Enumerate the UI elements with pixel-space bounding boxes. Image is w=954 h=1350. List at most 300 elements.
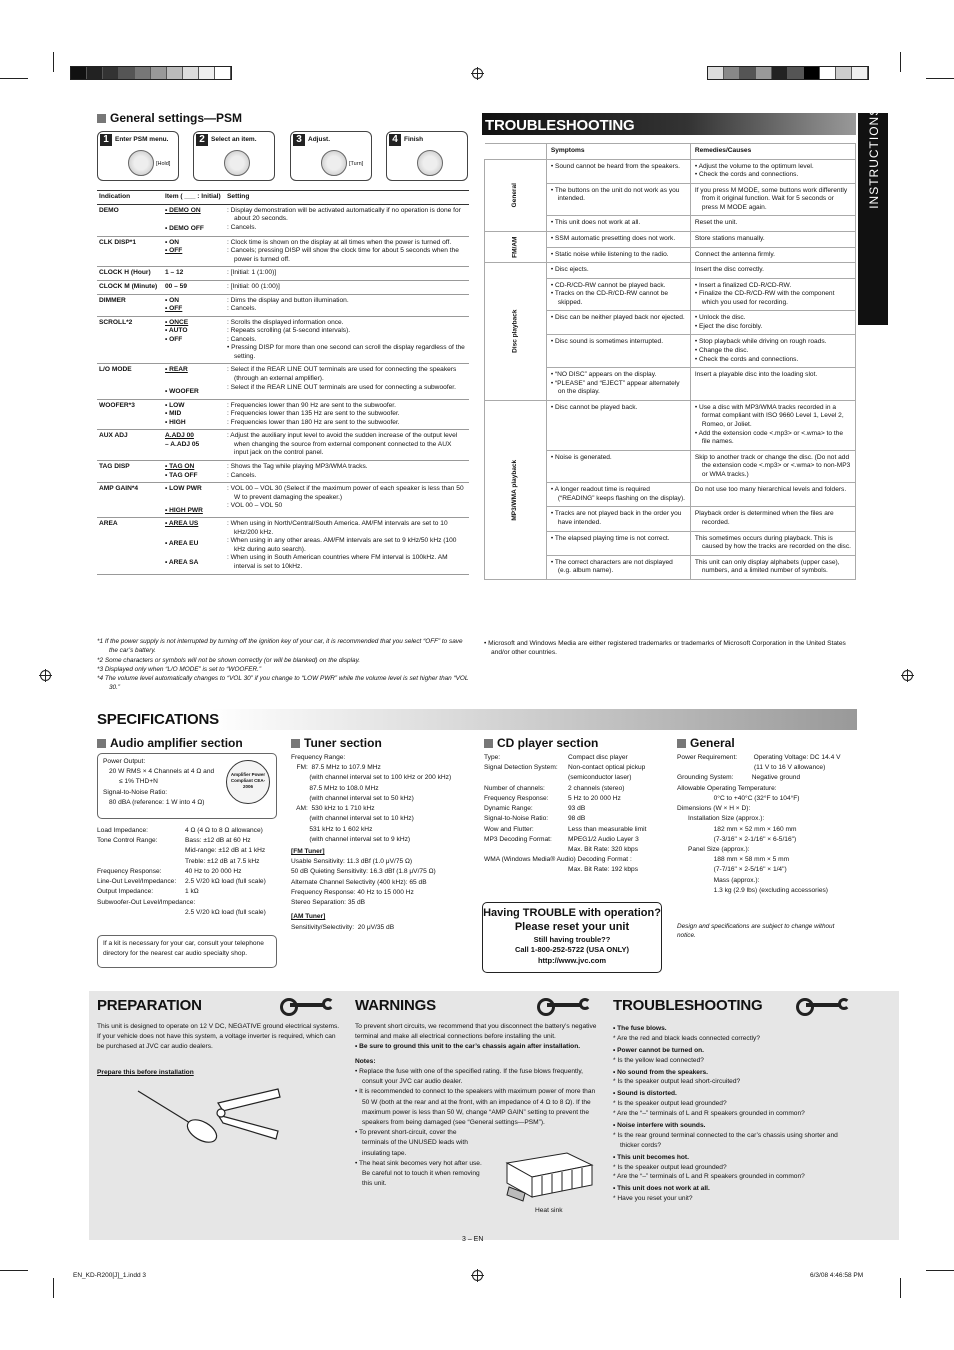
trouble2-problem: • Power cannot be turned on. bbox=[613, 1046, 704, 1054]
psm-item: • AREA EU bbox=[165, 539, 199, 547]
psm-item: • DEMO ON bbox=[165, 206, 201, 214]
spec-row bbox=[484, 855, 664, 865]
trouble-symptom bbox=[546, 263, 690, 279]
psm-items bbox=[163, 483, 225, 518]
spec-label: WMA (Windows Media® Audio) Decoding Format : bbox=[484, 856, 632, 864]
trouble2-check: * Is the speaker output lead short-circuited? bbox=[613, 1078, 741, 1086]
spec-row bbox=[484, 753, 664, 763]
psm-items bbox=[163, 518, 225, 574]
remedy-line: Connect the antenna firmly. bbox=[694, 250, 775, 258]
tuner-heading bbox=[291, 736, 382, 752]
cd-specs bbox=[484, 753, 664, 876]
spec-value: Max. Bit Rate: 192 kbps bbox=[568, 866, 639, 874]
trouble-category-label: FM/AM bbox=[511, 236, 519, 258]
step-number: 4 bbox=[389, 134, 401, 146]
psm-indication: DEMO bbox=[97, 204, 163, 236]
trouble-remedy bbox=[690, 531, 855, 555]
psm-indication: L/O MODE bbox=[97, 364, 163, 399]
trouble2-check: * Is the speaker output lead grounded? bbox=[613, 1163, 727, 1171]
footnote: *2 Some characters or symbols will not be shown correctly (or will be blanked) on the display. bbox=[97, 656, 361, 664]
section-square-icon bbox=[291, 739, 300, 748]
color-bar-left bbox=[70, 66, 232, 80]
psm-items bbox=[163, 267, 225, 281]
trouble2-check: * Are the “–” terminals of L and R speakers grounded in common? bbox=[613, 1110, 805, 1118]
wrench-icon bbox=[796, 998, 850, 1012]
spec-value: (semiconductor laser) bbox=[568, 774, 632, 782]
spec-row bbox=[97, 857, 277, 867]
psm-settings bbox=[225, 460, 469, 482]
section-square-icon bbox=[677, 739, 686, 748]
trouble-remedy bbox=[690, 216, 855, 232]
tuner-line: (with channel interval set to 10 kHz) bbox=[291, 815, 414, 823]
psm-settings bbox=[225, 236, 469, 267]
general-line: Grounding System: Negative ground bbox=[677, 774, 801, 782]
spec-row bbox=[97, 877, 277, 887]
troubleshooting-title: TROUBLESHOOTING bbox=[485, 117, 635, 134]
trademark-note: • Microsoft and Windows Media are either registered trademarks or trademarks of Microsoft Corporation in the United States and/or other countries. bbox=[484, 640, 846, 656]
psm-item: 00 – 59 bbox=[165, 282, 187, 290]
psm-item: – A.ADJ 05 bbox=[165, 440, 200, 448]
psm-setting: : Cancels; pressing DISP will show the clock time for about 5 seconds when the power is turned off. bbox=[227, 247, 459, 263]
spec-label: Signal-to-Noise Ratio: bbox=[484, 815, 549, 823]
psm-item: • AUTO bbox=[165, 327, 188, 335]
spec-value: Less than measurable limit bbox=[568, 825, 647, 833]
symptom-line: • CD-R/CD-RW cannot be played back. bbox=[550, 281, 666, 289]
heat-sink-label: Heat sink bbox=[535, 1207, 563, 1214]
trouble2-check: * Are the “–” terminals of L and R speakers grounded in common? bbox=[613, 1173, 805, 1181]
warning-note: • To prevent short-circuit, cover the terminals of the UNUSED leads with insulating tape. bbox=[355, 1129, 468, 1157]
trouble-symptom bbox=[546, 483, 690, 507]
remedy-line: • Insert a finalized CD-R/CD-RW. bbox=[694, 281, 792, 289]
psm-row bbox=[97, 460, 469, 482]
spec-row bbox=[97, 867, 277, 877]
psm-setting: : VOL 00 – VOL 30 (Select if the maximum power of each speaker is less than 50 W to prevent damaging the speaker.) bbox=[227, 485, 464, 501]
fm-line: 50 dB Quieting Sensitivity: 16.3 dBf (1.8 μV/75 Ω) bbox=[291, 868, 436, 876]
remedy-line: Insert a playable disc into the loading slot. bbox=[694, 371, 818, 379]
jvc-website-link[interactable]: http://www.jvc.com bbox=[537, 955, 607, 965]
psm-heading bbox=[97, 111, 242, 127]
tuner-line: AM: 530 kHz to 1 710 kHz bbox=[291, 805, 375, 813]
section-square-icon bbox=[97, 114, 106, 123]
psm-row bbox=[97, 364, 469, 399]
warnings-text: To prevent short circuits, we recommend that you disconnect the battery’s negative terminal and make all electrical connections before installing the unit. bbox=[355, 1023, 597, 1041]
control-knob-icon bbox=[224, 150, 250, 176]
general-line: (11 V to 16 V allowance) bbox=[677, 764, 826, 772]
troubleshooting-table bbox=[484, 143, 856, 580]
step-label: Select an item. bbox=[211, 136, 257, 143]
spec-row bbox=[97, 887, 277, 897]
psm-setting: : Shows the Tag while playing MP3/WMA tracks. bbox=[227, 462, 368, 470]
symptom-line: • Disc ejects. bbox=[550, 266, 589, 274]
psm-items bbox=[163, 460, 225, 482]
registration-mark-icon bbox=[472, 1270, 483, 1281]
psm-setting: : Scrolls the displayed information once. bbox=[227, 318, 344, 326]
remedy-line: • Check the cords and connections. bbox=[694, 355, 799, 363]
spec-label bbox=[97, 846, 185, 856]
footnote: *3 Displayed only when “L/O MODE” is set to “WOOFER.” bbox=[97, 665, 262, 673]
psm-setting: : VOL 00 – VOL 50 bbox=[227, 502, 283, 510]
trouble-category bbox=[485, 231, 547, 262]
psm-setting: : Select if the REAR LINE OUT terminals are used for connecting a subwoofer. bbox=[227, 383, 456, 391]
remedy-line: • Unlock the disc. bbox=[694, 314, 746, 322]
trouble-symptom bbox=[546, 159, 690, 183]
psm-setting: : Cancels. bbox=[227, 471, 257, 479]
general-heading bbox=[677, 736, 735, 752]
spec-row bbox=[97, 898, 277, 908]
psm-settings bbox=[225, 280, 469, 294]
psm-settings bbox=[225, 399, 469, 430]
spec-value: 1 kΩ bbox=[185, 888, 199, 896]
psm-setting: : Cancels. bbox=[227, 305, 257, 313]
general-line: Panel Size (approx.): bbox=[677, 845, 750, 853]
psm-setting: : Clock time is shown on the display at all times when the power is turned off. bbox=[227, 238, 452, 246]
spec-row bbox=[97, 826, 277, 836]
trouble-row bbox=[485, 263, 856, 279]
remedy-line: • Add the extension code <.mp3> or <.wma> to the file names. bbox=[694, 429, 844, 446]
remedy-line: Store stations manually. bbox=[694, 234, 765, 242]
page-number: 3 – EN bbox=[462, 1236, 484, 1243]
trouble-row bbox=[485, 400, 856, 450]
psm-indication: CLOCK H (Hour) bbox=[97, 267, 163, 281]
spec-row bbox=[484, 825, 664, 835]
psm-setting: : [Initial: 00 (1:00)] bbox=[227, 282, 280, 290]
psm-settings bbox=[225, 364, 469, 399]
power-line: Signal-to-Noise Ratio: bbox=[103, 788, 168, 796]
spec-value: Compact disc player bbox=[568, 754, 628, 761]
instructions-tab-label: INSTRUCTIONS bbox=[867, 106, 882, 209]
power-line: ≤ 1% THD+N bbox=[119, 778, 158, 786]
psm-setting: : Repeats scrolling (at 5-second intervals). bbox=[227, 327, 351, 335]
spec-value: 5 Hz to 20 000 Hz bbox=[568, 794, 621, 802]
cd-heading bbox=[484, 736, 598, 752]
spec-label: Dynamic Range: bbox=[484, 805, 533, 813]
remedy-line: • Eject the disc forcibly. bbox=[694, 322, 763, 330]
spec-row bbox=[484, 835, 664, 845]
trouble-symptom bbox=[546, 335, 690, 368]
spec-value: Max. Bit Rate: 320 kbps bbox=[568, 845, 639, 853]
trouble-remedy bbox=[690, 183, 855, 216]
spec-label: Wow and Flutter: bbox=[484, 825, 534, 833]
tuner-specs bbox=[291, 753, 471, 933]
tuner-title: Tuner section bbox=[304, 736, 382, 750]
psm-indication: WOOFER*3 bbox=[97, 399, 163, 430]
spec-change-note: Design and specifications are subject to change without notice. bbox=[677, 923, 835, 940]
psm-settings bbox=[225, 267, 469, 281]
psm-item: 1 – 12 bbox=[165, 269, 184, 277]
symptom-line: • The elapsed playing time is not correct. bbox=[550, 534, 670, 542]
psm-row bbox=[97, 316, 469, 364]
trouble-symptom bbox=[546, 183, 690, 216]
spec-label: Frequency Response: bbox=[97, 867, 162, 875]
heat-sink-illustration-icon bbox=[497, 1143, 597, 1203]
symptom-line: • SSM automatic presetting does not work. bbox=[550, 234, 676, 242]
trouble2-problem: • No sound from the speakers. bbox=[613, 1068, 709, 1076]
psm-items bbox=[163, 399, 225, 430]
trouble-remedy bbox=[690, 400, 855, 450]
spec-label: Signal Detection System: bbox=[484, 764, 558, 772]
psm-item: • AREA SA bbox=[165, 559, 199, 567]
psm-item: A.ADJ 00 bbox=[165, 432, 194, 440]
psm-items bbox=[163, 364, 225, 399]
psm-setting: : Cancels. bbox=[227, 335, 257, 343]
symptom-line: • The buttons on the unit do not work as you intended. bbox=[550, 186, 680, 203]
audio-heading bbox=[97, 736, 243, 752]
registration-mark-icon bbox=[40, 670, 51, 681]
psm-indication: AMP GAIN*4 bbox=[97, 483, 163, 518]
psm-item: • ON bbox=[165, 238, 180, 246]
spec-row bbox=[97, 846, 277, 856]
spec-label: Number of channels: bbox=[484, 784, 545, 792]
crop-mark bbox=[926, 1270, 954, 1271]
power-line: 80 dBA (reference: 1 W into 4 Ω) bbox=[109, 798, 205, 806]
psm-items bbox=[163, 294, 225, 316]
psm-indication: AUX ADJ bbox=[97, 430, 163, 461]
footnote: *1 If the power supply is not interrupted by turning off the ignition key of your car, it is recommended that you select “OFF” to save the car’s battery. bbox=[97, 638, 463, 655]
crop-mark bbox=[53, 52, 54, 72]
trouble-row bbox=[485, 159, 856, 183]
power-output-box bbox=[97, 753, 277, 819]
trouble-symptom bbox=[546, 450, 690, 483]
psm-step-1 bbox=[97, 131, 179, 181]
am-line: Sensitivity/Selectivity: 20 μV/35 dB bbox=[291, 923, 395, 931]
col-remedies: Remedies/Causes bbox=[690, 144, 855, 160]
spec-value: 4 Ω (4 Ω to 8 Ω allowance) bbox=[185, 827, 263, 834]
trouble2-problem: • Sound is distorted. bbox=[613, 1090, 677, 1098]
general-line: 188 mm × 58 mm × 5 mm bbox=[677, 856, 790, 864]
psm-items bbox=[163, 236, 225, 267]
step-label: Adjust. bbox=[308, 136, 331, 143]
psm-setting: • Pressing DISP for more than one second can scroll the display regardless of the setting. bbox=[227, 344, 465, 360]
general-line: Power Requirement: Operating Voltage: DC 14.4 V bbox=[677, 754, 841, 761]
spec-row bbox=[484, 814, 664, 824]
psm-step-4 bbox=[386, 131, 468, 181]
trouble2-check: * Is the yellow lead connected? bbox=[613, 1056, 704, 1064]
trouble-symptom bbox=[546, 507, 690, 531]
psm-item: • TAG ON bbox=[165, 462, 195, 470]
prepare-link[interactable]: Prepare this before installation bbox=[97, 1069, 194, 1076]
kit-note: If a kit is necessary for your car, consult your telephone directory for the nearest car audio specialty shop. bbox=[103, 940, 264, 957]
crop-mark bbox=[926, 78, 954, 79]
remedy-line: This unit can only display alphabets (upper case), numbers, and a limited number of symbols. bbox=[694, 558, 840, 575]
psm-indication: CLOCK M (Minute) bbox=[97, 280, 163, 294]
general-line: Allowable Operating Temperature: bbox=[677, 784, 777, 792]
tuner-line: FM: 87.5 MHz to 107.9 MHz bbox=[291, 764, 381, 772]
psm-item: • LOW PWR bbox=[165, 485, 202, 493]
remedy-line: • Finalize the CD-R/CD-RW with the component which you used for recording. bbox=[694, 290, 835, 306]
general-line: (7-7/16" × 2-5/16" × 1/4") bbox=[677, 866, 787, 874]
spec-label: Type: bbox=[484, 754, 501, 761]
general-line: 0°C to +40°C (32°F to 104°F) bbox=[677, 794, 800, 802]
symptom-line: • Static noise while listening to the radio. bbox=[550, 250, 669, 258]
trouble-remedy bbox=[690, 335, 855, 368]
trouble2-check: * Is the speaker output lead grounded? bbox=[613, 1100, 727, 1108]
trouble2-problem: • The fuse blows. bbox=[613, 1025, 667, 1032]
psm-step-3 bbox=[290, 131, 372, 181]
remedy-line: Skip to another track or change the disc. (Do not add the extension code <.mp3> or <.wma> to non-MP3 or WMA tracks.) bbox=[694, 453, 851, 478]
psm-item: • REAR bbox=[165, 366, 188, 374]
trouble-category-label: MP3/WMA playback bbox=[511, 459, 519, 521]
color-bar-right bbox=[707, 66, 869, 80]
spec-label: Line-Out Level/Impedance: bbox=[97, 878, 177, 886]
fm-line: Usable Sensitivity: 11.3 dBf (1.0 μV/75 Ω) bbox=[291, 858, 413, 866]
symptom-line: • “NO DISC” appears on the display. bbox=[550, 371, 657, 379]
tools-illustration-icon bbox=[128, 1083, 298, 1143]
crop-mark bbox=[900, 52, 901, 72]
remedy-line: • Check the cords and connections. bbox=[694, 171, 799, 179]
warnings-ground-note: • Be sure to ground this unit to the car’s chassis again after installation. bbox=[355, 1043, 581, 1051]
general-specs bbox=[677, 753, 857, 896]
psm-settings bbox=[225, 316, 469, 364]
symptom-line: • Noise is generated. bbox=[550, 453, 612, 461]
trouble-category-label: Disc playback bbox=[511, 309, 519, 354]
power-line: Power Output: bbox=[103, 758, 146, 765]
general-line: Installation Size (approx.): bbox=[677, 815, 765, 823]
crop-mark bbox=[53, 1278, 54, 1298]
troubleshooting2-title: TROUBLESHOOTING bbox=[613, 997, 763, 1014]
preparation-text: This unit is designed to operate on 12 V DC, NEGATIVE ground electrical systems. If your vehicle does not have this system, a voltage inverter is required, which can be purchased at JVC car audio dealers. bbox=[97, 1023, 340, 1051]
spec-label bbox=[484, 773, 568, 783]
spec-value: 40 Hz to 20 000 Hz bbox=[185, 867, 242, 875]
trouble-reset-box bbox=[482, 902, 662, 973]
trouble-remedy bbox=[690, 231, 855, 247]
trouble-remedy bbox=[690, 483, 855, 507]
power-line: 20 W RMS × 4 Channels at 4 Ω and bbox=[109, 768, 215, 776]
audio-specs bbox=[97, 826, 277, 918]
trouble-remedy bbox=[690, 247, 855, 263]
step-number: 3 bbox=[293, 134, 305, 146]
psm-item: • DEMO OFF bbox=[165, 225, 204, 233]
crop-mark bbox=[0, 78, 28, 79]
psm-row bbox=[97, 430, 469, 461]
warning-note: • The heat sink becomes very hot after use. Be careful not to touch it when removing this unit. bbox=[355, 1159, 482, 1188]
symptom-line: • “PLEASE” and “EJECT” appear alternately on the display. bbox=[550, 379, 680, 396]
trouble2-check: * Have you reset your unit? bbox=[613, 1195, 693, 1203]
trouble-remedy bbox=[690, 278, 855, 311]
psm-item: • HIGH PWR bbox=[165, 506, 203, 514]
psm-setting: : When using in North/Central/South America. AM/FM intervals are set to 10 kHz/200 kHz. bbox=[227, 520, 448, 536]
psm-items bbox=[163, 430, 225, 461]
trouble-symptom bbox=[546, 555, 690, 579]
spec-label bbox=[97, 857, 185, 867]
psm-row bbox=[97, 399, 469, 430]
col-setting: Setting bbox=[225, 191, 469, 205]
trouble-remedy bbox=[690, 263, 855, 279]
psm-indication: AREA bbox=[97, 518, 163, 574]
trouble-remedy bbox=[690, 507, 855, 531]
psm-item: • ON bbox=[165, 296, 180, 304]
psm-table bbox=[97, 190, 469, 575]
spec-row bbox=[484, 845, 664, 855]
remedy-line: • Use a disc with MP3/WMA tracks recorded in a format compliant with ISO 9660 Level 1, Level 2, Romeo, or Joliet. bbox=[694, 403, 844, 428]
control-knob-icon bbox=[128, 150, 171, 176]
knob-hint: [Hold] bbox=[156, 161, 171, 167]
trouble-category bbox=[485, 400, 547, 579]
psm-setting: : Adjust the auxiliary input level to avoid the sudden increase of the output level when changing the source from external component connected to the AUX input jack on the control panel. bbox=[227, 432, 458, 457]
trouble2-check: * Are the red and black leads connected correctly? bbox=[613, 1034, 760, 1042]
tuner-line: (with channel interval set to 50 kHz) bbox=[291, 794, 414, 802]
remedy-line: If you press M MODE, some buttons work differently from it original function. Wait for 5 seconds or press M MODE again. bbox=[694, 186, 848, 211]
psm-indication: CLK DISP*1 bbox=[97, 236, 163, 267]
spec-label: Load Impedance: bbox=[97, 827, 148, 834]
symptom-line: • Disc can be neither played back nor ejected. bbox=[550, 314, 685, 322]
psm-item: • TAG OFF bbox=[165, 471, 198, 479]
psm-setting: : When using in any other areas. AM/FM intervals are set to 9 kHz/50 kHz (100 kHz during auto search). bbox=[227, 537, 457, 553]
trouble-remedy bbox=[690, 450, 855, 483]
warning-note: • Replace the fuse with one of the specified rating. If the fuse blows frequently, consult your JVC car audio dealer. bbox=[355, 1067, 583, 1086]
audio-title: Audio amplifier section bbox=[110, 736, 243, 750]
psm-setting: : Dims the display and button illumination. bbox=[227, 296, 349, 304]
section-square-icon bbox=[484, 739, 493, 748]
general-line: (7-3/16" × 2-1/16" × 6-5/16") bbox=[677, 835, 797, 843]
cea-seal-text: Amplifier Power Compliant CEA-2006 bbox=[230, 772, 266, 789]
psm-setting: : Select if the REAR LINE OUT terminals are used for connecting the speakers (through an external amplifier). bbox=[227, 366, 457, 382]
psm-item: • OFF bbox=[165, 335, 183, 343]
psm-settings bbox=[225, 483, 469, 518]
spec-value: 98 dB bbox=[568, 815, 586, 823]
spec-row bbox=[97, 908, 277, 918]
psm-item: • AREA US bbox=[165, 520, 199, 528]
tuner-line: (with channel interval set to 9 kHz) bbox=[291, 835, 411, 843]
trouble-remedy bbox=[690, 368, 855, 401]
trouble-remedy bbox=[690, 159, 855, 183]
notes-title: Notes: bbox=[355, 1057, 376, 1065]
footer-date: 6/3/08 4:46:58 PM bbox=[810, 1272, 864, 1279]
psm-row bbox=[97, 236, 469, 267]
trouble-symptom bbox=[546, 231, 690, 247]
trouble-symptom bbox=[546, 278, 690, 311]
spec-row bbox=[484, 865, 664, 875]
psm-settings bbox=[225, 204, 469, 236]
preparation-title: PREPARATION bbox=[97, 997, 202, 1014]
cd-title: CD player section bbox=[497, 736, 599, 750]
psm-settings bbox=[225, 430, 469, 461]
spec-row bbox=[484, 794, 664, 804]
step-number: 2 bbox=[196, 134, 208, 146]
spec-value: 2 channels (stereo) bbox=[568, 784, 625, 792]
footnote: *4 The volume level automatically changes to “VOL 30” if you change to “LOW PWR” while the volume level is set higher than “VOL 30.” bbox=[97, 675, 469, 692]
general-title: General bbox=[690, 736, 735, 750]
psm-setting: : Frequencies lower than 180 Hz are sent to the subwoofer. bbox=[227, 418, 400, 426]
trouble-symptom bbox=[546, 400, 690, 450]
spec-row bbox=[484, 784, 664, 794]
spec-value: MPEG1/2 Audio Layer 3 bbox=[568, 835, 639, 843]
step-number: 1 bbox=[100, 134, 112, 146]
psm-settings bbox=[225, 518, 469, 574]
psm-indication: SCROLL*2 bbox=[97, 316, 163, 364]
psm-indication: DIMMER bbox=[97, 294, 163, 316]
psm-setting: : Display demonstration will be activated automatically if no operation is done for about 20 seconds. bbox=[227, 206, 461, 223]
knob-hint: [Turn] bbox=[349, 161, 364, 167]
col-item: Item ( ___ : Initial) bbox=[163, 191, 225, 205]
psm-setting: : Frequencies lower than 135 Hz are sent to the subwoofer. bbox=[227, 410, 400, 418]
symptom-line: • A longer readout time is required (“READING” keeps flashing on the display). bbox=[550, 486, 685, 502]
psm-items bbox=[163, 204, 225, 236]
symptom-line: • Disc sound is sometimes interrupted. bbox=[550, 338, 664, 346]
am-tuner-title: [AM Tuner] bbox=[291, 913, 326, 921]
spec-label: Subwoofer-Out Level/Impedance: bbox=[97, 898, 196, 906]
wrench-icon bbox=[537, 998, 591, 1012]
control-knob-icon bbox=[417, 150, 443, 176]
general-line: Mass (approx.): bbox=[677, 876, 760, 884]
psm-row bbox=[97, 483, 469, 518]
psm-row bbox=[97, 518, 469, 574]
symptom-line: • Sound cannot be heard from the speakers. bbox=[550, 162, 680, 170]
trouble2-problem: • Noise interfere with sounds. bbox=[613, 1122, 706, 1130]
psm-setting: : Frequencies lower than 90 Hz are sent to the subwoofer. bbox=[227, 401, 396, 409]
psm-items bbox=[163, 316, 225, 364]
fm-tuner-title: [FM Tuner] bbox=[291, 847, 325, 855]
col-symptoms: Symptoms bbox=[546, 144, 690, 160]
